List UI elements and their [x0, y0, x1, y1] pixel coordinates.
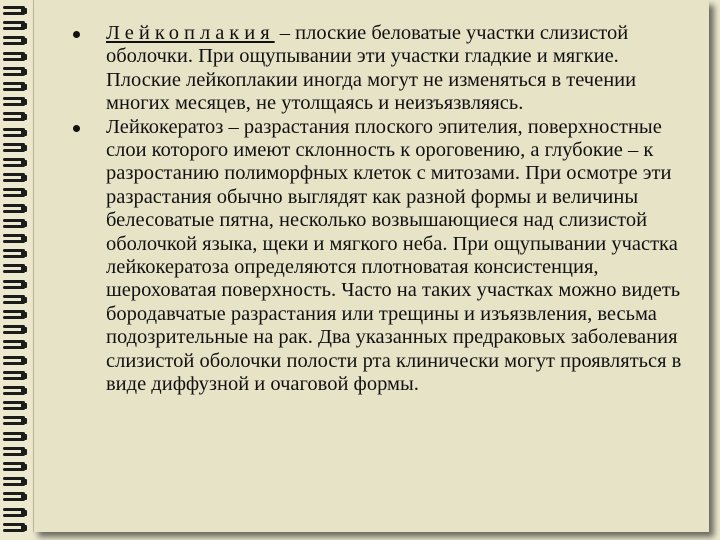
notebook-page: [33, 0, 709, 532]
spiral-ring-icon: [3, 158, 27, 172]
spiral-ring-icon: [3, 371, 27, 385]
spiral-ring-icon: [3, 432, 27, 446]
spiral-ring-icon: [3, 21, 27, 35]
spiral-ring-icon: [3, 52, 27, 66]
list-item-leukokeratosis: [70, 116, 698, 397]
spiral-ring-icon: [3, 112, 27, 126]
spiral-ring-icon: [3, 97, 27, 111]
definition-leukoplakia: – плоские беловатые участки слизистой оболочки. При ощупывании эти участки гладкие и мягкие. Плоские лейкоплакии иногда могут не изменяться в течении многих месяцев, не утолщаясь и неизъязвляясь.: [106, 22, 637, 115]
spiral-ring-icon: [3, 340, 27, 354]
spiral-ring-icon: [3, 36, 27, 50]
spiral-ring-icon: [3, 249, 27, 263]
spiral-ring-icon: [3, 67, 27, 81]
bullet-list: [70, 22, 698, 397]
spiral-ring-icon: [3, 264, 27, 278]
spiral-ring-icon: [3, 325, 27, 339]
list-item-leukoplakia: [70, 22, 698, 116]
spiral-ring-icon: [3, 416, 27, 430]
spiral-ring-icon: [3, 188, 27, 202]
spiral-ring-icon: [3, 462, 27, 476]
spiral-ring-icon: [3, 82, 27, 96]
bullet-icon: [73, 125, 80, 132]
spiral-ring-icon: [3, 386, 27, 400]
spiral-ring-icon: [3, 295, 27, 309]
spiral-ring-icon: [3, 477, 27, 491]
term-leukoplakia: Лейкоплакия: [106, 22, 275, 44]
spiral-ring-icon: [3, 310, 27, 324]
definition-leukokeratosis: Лейкокератоз – разрастания плоского эпителия, поверхностные слои которого имеют склонность к ороговению, а глубокие – к разростанию полиморфных клеток с митозами. При осмотре эти разрастания обычно выглядят как разной формы и величины белесоватые пятна, несколько возвышающиеся над слизистой оболочкой языка, щеки и мягкого неба. При ощупывании участка лейкокератоза определяются плотноватая консистенция, шероховатая поверхность. Часто на таких участках можно видеть бородавчатые разрастания или трещины и изъязвления, весьма подозрительные на рак. Два указанных предраковых заболевания слизистой оболочки полости рта клинически могут проявляться в виде диффузной и очаговой формы.: [106, 115, 682, 396]
spiral-ring-icon: [3, 401, 27, 415]
spiral-ring-icon: [3, 234, 27, 248]
spiral-ring-icon: [3, 447, 27, 461]
spiral-ring-icon: [3, 128, 27, 142]
spiral-ring-icon: [3, 204, 27, 218]
spiral-ring-icon: [3, 356, 27, 370]
spiral-ring-icon: [3, 219, 27, 233]
spiral-ring-icon: [3, 143, 27, 157]
spiral-ring-icon: [3, 492, 27, 506]
spiral-ring-icon: [3, 6, 27, 20]
spiral-ring-icon: [3, 508, 27, 522]
spiral-ring-icon: [3, 280, 27, 294]
spiral-ring-icon: [3, 173, 27, 187]
bullet-icon: [73, 31, 80, 38]
spiral-ring-icon: [3, 523, 27, 537]
spiral-binding: [0, 0, 34, 540]
